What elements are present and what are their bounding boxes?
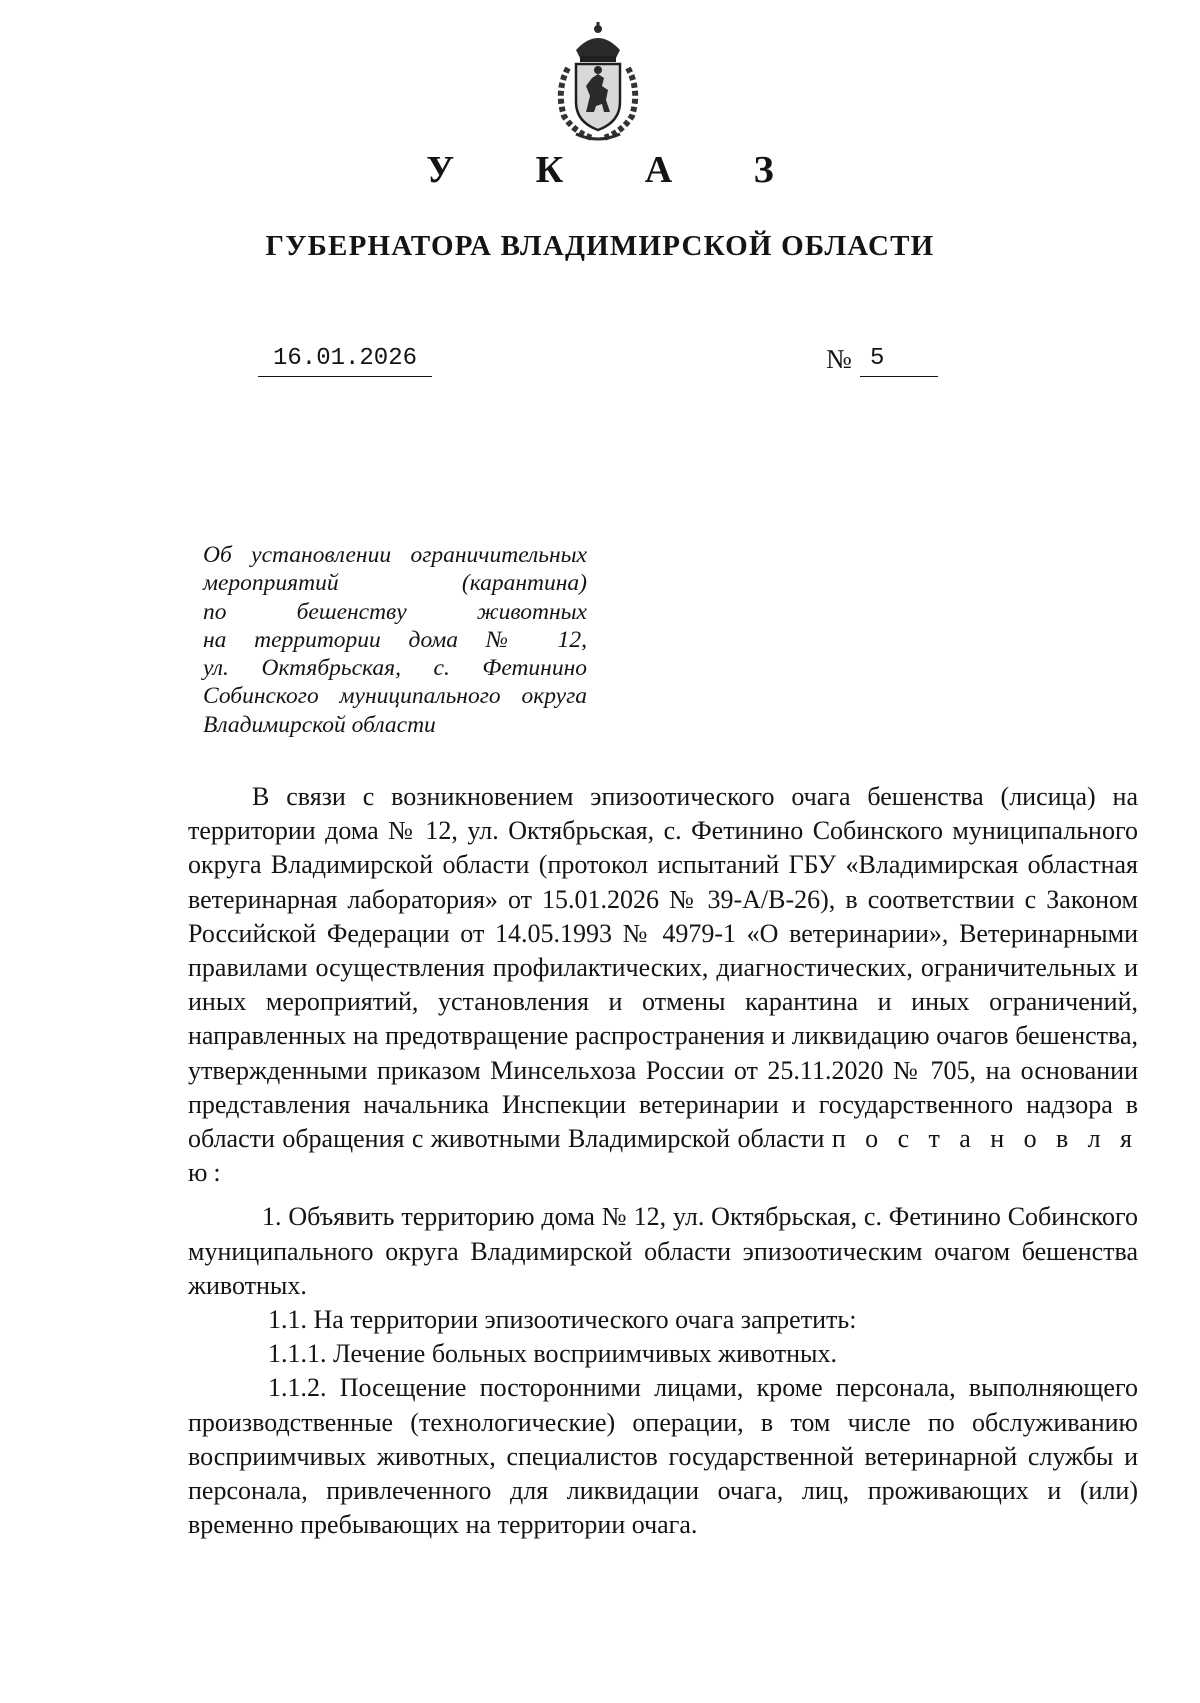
number-sign: № <box>826 344 852 374</box>
item-1-1-1: 1.1.1. Лечение больных восприимчивых животных. <box>268 1339 838 1369</box>
issuer-title: ГУБЕРНАТОРА ВЛАДИМИРСКОЙ ОБЛАСТИ <box>265 230 935 262</box>
subject-line: Собинского муниципального округа <box>203 683 587 710</box>
document-title: У К А З <box>426 149 810 191</box>
coat-of-arms-icon <box>546 20 650 144</box>
item-1-1-2: 1.1.2. Посещение посторонними лицами, кроме персонала, выполняющего производственные (технологические) операции, в том числе по обслуживанию восприимчивых животных, специалистов государственной ветеринарной службы и персонала, привлеченного для ликвидации очага, лиц, проживающих и (или) временно пребывающих на территории очага. <box>188 1373 1138 1540</box>
preamble-paragraph <box>188 780 1138 1190</box>
subject-line: Владимирской области <box>203 711 436 738</box>
subject-line: мероприятий (карантина) <box>203 570 587 597</box>
subject-line: Об установлении ограничительных <box>203 542 587 568</box>
subject-line: по бешенству животных <box>203 598 587 625</box>
decree-subject <box>203 541 587 739</box>
item-1: 1. Объявить территорию дома № 12, ул. Октябрьская, с. Фетинино Собинского муниципального округа Владимирской области эпизоотическим очагом бешенства животных. <box>188 1202 1138 1300</box>
decree-body <box>188 780 1138 1542</box>
decree-word: п о с т а н о в л я ю: <box>188 1124 1139 1188</box>
item-1-1: 1.1. На территории эпизоотического очага запретить: <box>268 1305 857 1335</box>
preamble-text: В связи с возникновением эпизоотического очага бешенства (лисица) на территории дома № 12, ул. Октябрьская, с. Фетинино Собинского муниципального округа Владимирской области (протокол испытаний ГБУ «Владимирская областная ветеринарная лаборатория» от 15.01.2026 № 39-А/В-26), в соответствии с Законом Российской Федерации от 14.05.1993 № 4979-1 «О ветеринарии», Ветеринарными правилами осуществления профилактических, диагностических, ограничительных и иных мероприятий, установления и отмены карантина и иных ограничений, направленных на предотвращение распространения и ликвидацию очагов бешенства, утвержденными приказом Минсельхоза России от 25.11.2020 № 705, на основании представления начальника Инспекции ветеринарии и государственного надзора в области обращения с животными Владимирской области <box>188 782 1138 1154</box>
date-field <box>258 342 432 377</box>
subject-line: на территории дома № 12, <box>203 626 587 653</box>
date-value: 16.01.2026 <box>258 342 432 377</box>
subject-line: ул. Октябрьская, с. Фетинино <box>203 655 587 682</box>
number-value: 5 <box>860 342 938 377</box>
number-field <box>826 342 938 378</box>
